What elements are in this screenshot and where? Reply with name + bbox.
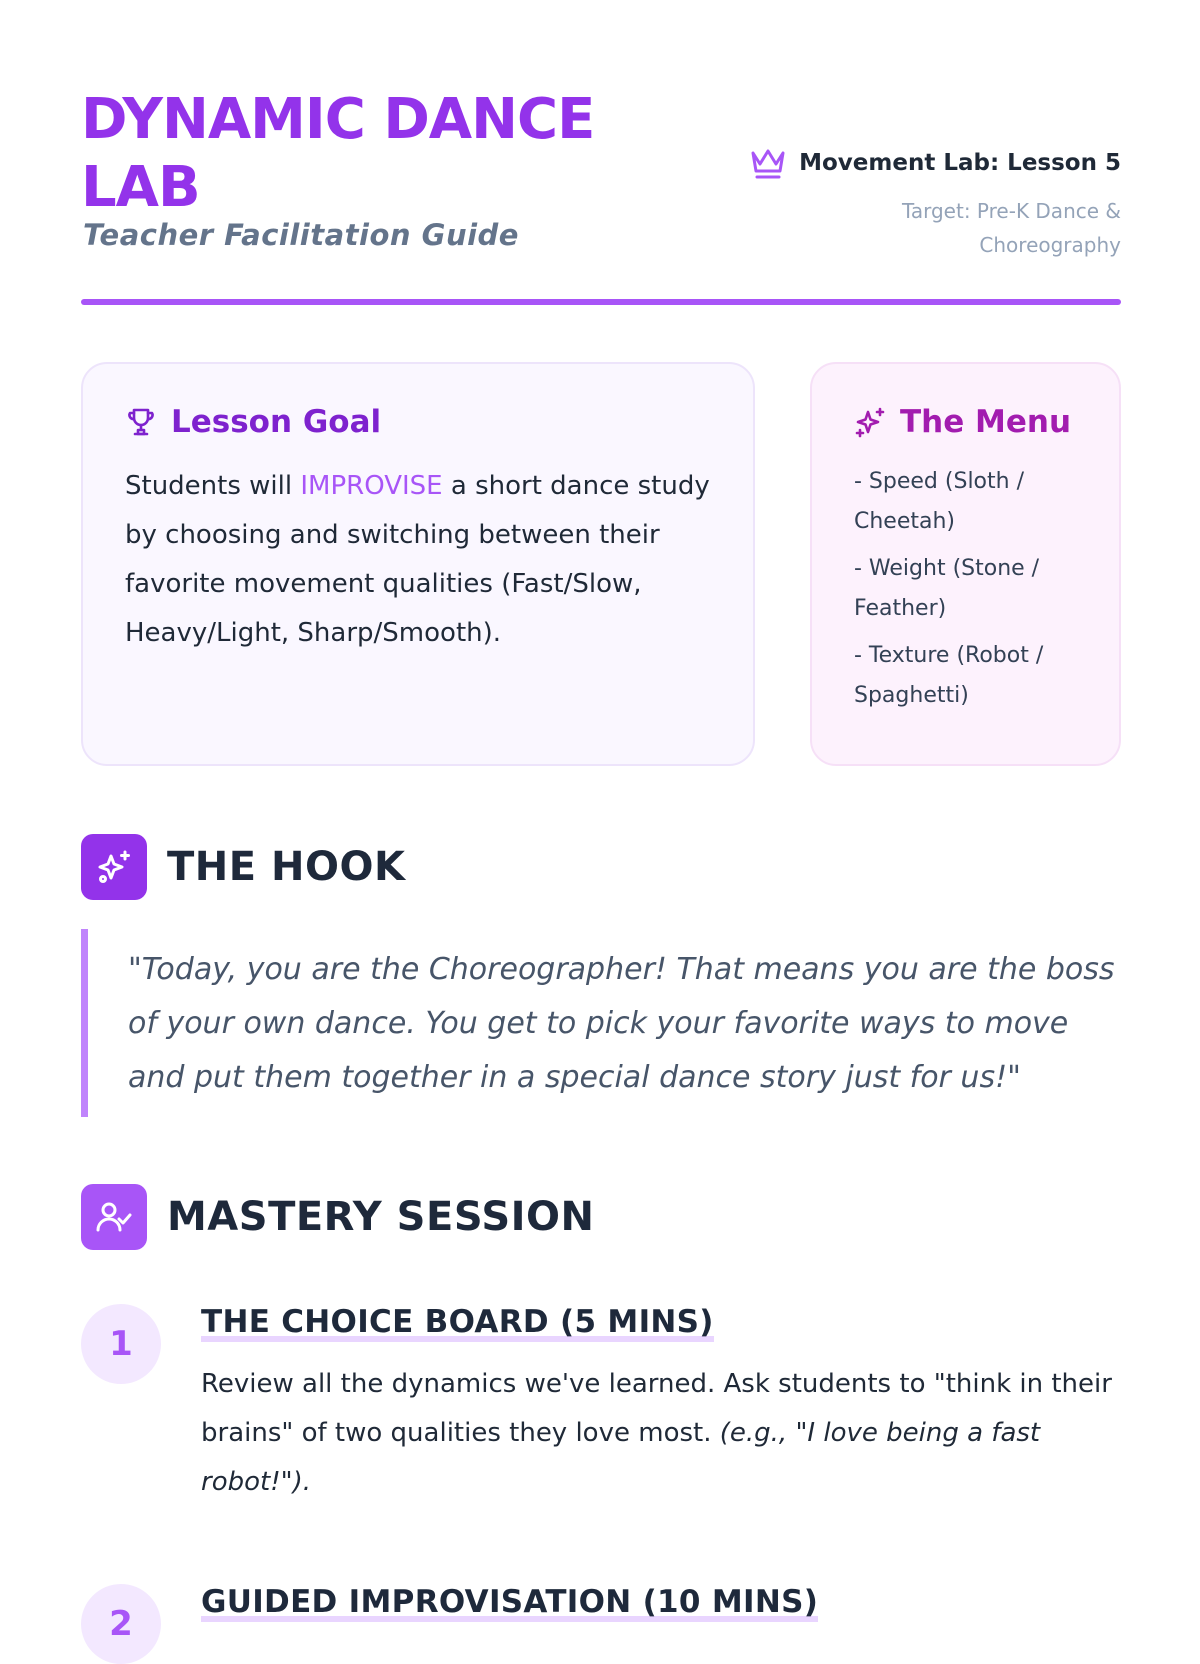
user-check-icon (94, 1197, 134, 1237)
menu-item: - Speed (Sloth / Cheetah) (854, 469, 1024, 534)
lesson-goal-card (81, 362, 755, 766)
page-subtitle: Teacher Facilitation Guide (83, 218, 519, 252)
sparkles-icon (94, 847, 134, 887)
mastery-icon-box (81, 1184, 147, 1250)
hook-icon-box (81, 834, 147, 900)
hook-section-header (81, 834, 406, 900)
page-header (81, 86, 1121, 306)
step-item (81, 1304, 1121, 1504)
hook-quote: "Today, you are the Choreographer! That means you are the boss of your own dance. You get to pick your favorite ways to move and put them together in a special dance story just for us!" (81, 929, 1121, 1117)
target-audience: Target: Pre-K Dance & Choreography (901, 199, 1121, 257)
lesson-label: Movement Lab: Lesson 5 (799, 150, 1121, 176)
menu-title: The Menu (900, 404, 1072, 440)
menu-item: - Texture (Robot / Spaghetti) (854, 643, 1044, 708)
step-number: 2 (81, 1584, 161, 1664)
menu-list (854, 462, 1077, 716)
hook-title: THE HOOK (167, 844, 406, 890)
lesson-badge (749, 146, 1121, 180)
step-number: 1 (81, 1304, 161, 1384)
lesson-goal-text (125, 462, 711, 658)
crown-icon (749, 146, 787, 180)
goal-highlight: IMPROVISE (300, 471, 443, 501)
menu-header (854, 404, 1077, 440)
lesson-goal-title: Lesson Goal (171, 404, 382, 440)
mastery-section-header (81, 1184, 595, 1250)
step-title: GUIDED IMPROVISATION (10 MINS) (201, 1584, 819, 1620)
trophy-icon (125, 406, 157, 438)
lesson-goal-header (125, 404, 711, 440)
goal-text-start: Students will (125, 471, 301, 501)
mastery-title: MASTERY SESSION (167, 1194, 595, 1240)
step-item (81, 1584, 1121, 1664)
sparkles-icon (854, 406, 886, 438)
page-title: DYNAMIC DANCE LAB (81, 87, 595, 220)
header-divider (81, 299, 1121, 305)
menu-card (810, 362, 1121, 766)
step-title: THE CHOICE BOARD (5 MINS) (201, 1304, 714, 1340)
step-description (201, 1360, 1121, 1507)
step-body-text: Review all the dynamics we've learned. Ask students to "think in their brains" of two qualities they love most. (201, 1369, 1112, 1448)
menu-item: - Weight (Stone / Feather) (854, 556, 1040, 621)
goal-text-end: a short dance study by choosing and switching between their favorite movement qualities (Fast/Slow, Heavy/Light, Sharp/Smooth). (125, 471, 710, 648)
step-example: (e.g., "I love being a fast robot!"). (201, 1418, 1041, 1497)
